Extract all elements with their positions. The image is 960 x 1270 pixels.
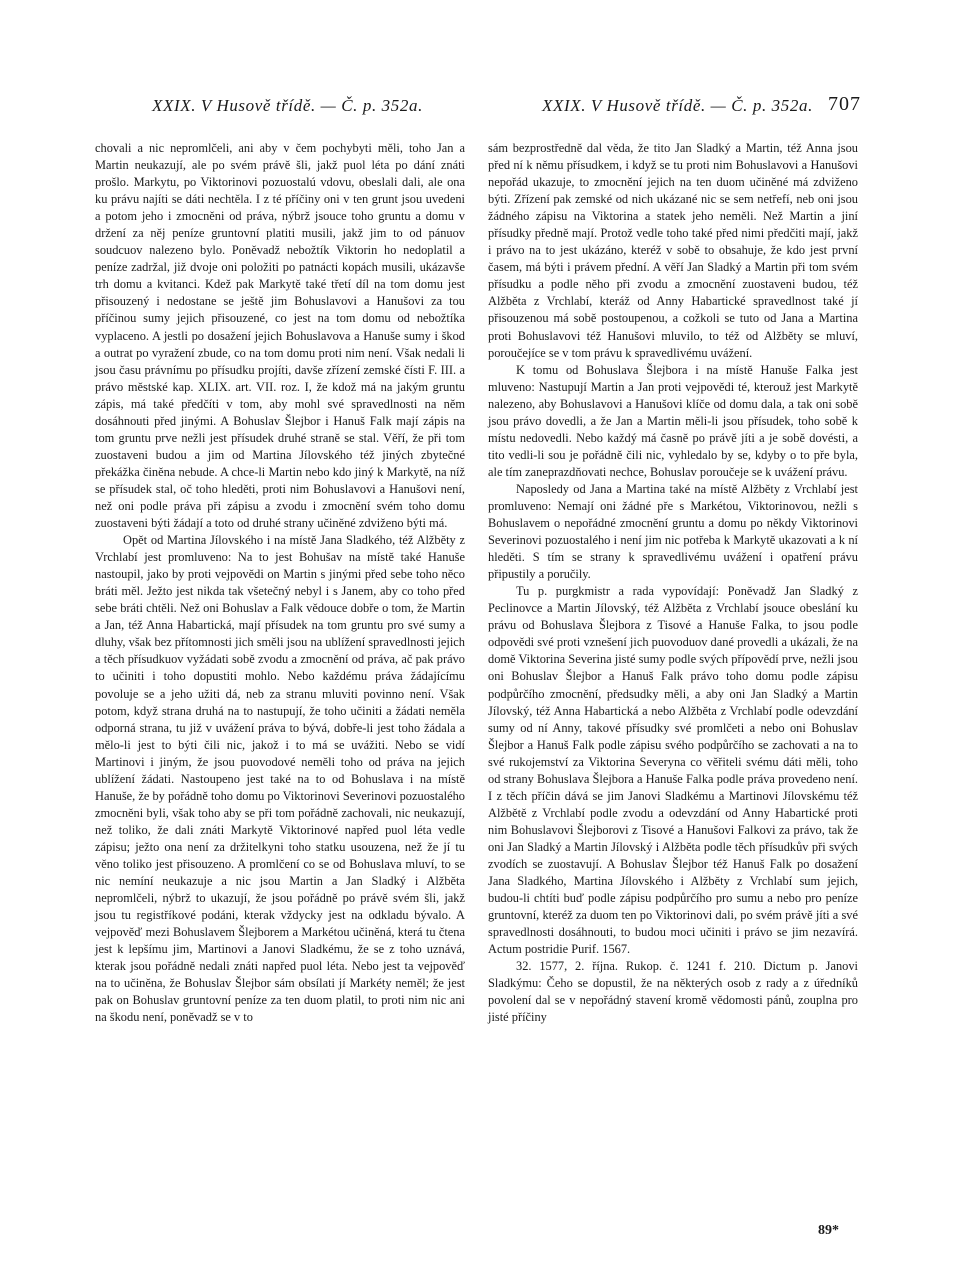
running-header-right: XXIX. V Husově třídě. — Č. p. 352a. <box>542 96 813 115</box>
running-header-left: XXIX. V Husově třídě. — Č. p. 352a. <box>152 96 423 115</box>
paragraph: Naposledy od Jana a Martina také na místě Alžběty z Vrchlabí jest promluveno: Nemají oni žádné pře s Markétou, Viktorinovou, nežli s Bohuslavem o nepořádné zmocnění gruntu a domu po někdy Viktorinovi Severinovi pozuostalého i není jim nic potřeba k Markytě ukazovati a k ní hleděti. S tím se strany k spravedlivému uvážení i opatření právu připustily a poručily. <box>488 481 858 582</box>
paragraph: K tomu od Bohuslava Šlejbora i na místě Hanuše Falka jest mluveno: Nastupují Martin a Jan proti vejpovědi té, kterouž jest Markytě nalezeno, aby Bohuslavovi a Hanušovi klíče od domu dala, a tak oni sobě jsou právo dovedli, a že Jan a Martin měli-li jsou přísudek, toho sobě k místu nedovedli. Nebo každý má časně po právě jíti a je sobě dovésti, a tito vedli-li sou je pořádně čili nic, vyhledalo by se, kdyby o to pře byla, ale tím zaneprazdňovati nechce, Bohuslav poroučeje se k uvážení právu. <box>488 362 858 479</box>
paragraph: 32. 1577, 2. října. Rukop. č. 1241 f. 210. Dictum p. Janovi Sladkýmu: Čeho se dopustil, že na některých osob z rady a z úředníků povolení dal se v nepořádný stavení kromě vědomosti pánů, zouplna pro jisté příčiny <box>488 959 858 1025</box>
signature-mark: 89* <box>818 1223 839 1238</box>
paragraph: Tu p. purgkmistr a rada vypovídají: Poněvadž Jan Sladký z Peclinovce a Martin Jílovský, též Alžběta z Vrchlabí jsouce obeslání ku právu od Bohuslava Šlejbora z Tisové a Hanuše Falka, to jsou podle odpovědi své proti vznešení jich puovoduov dané provedli a ukázali, že na domě Viktorina Severina jisté sumy podle svých přípovědí prve, nežli jsou oni Bohuslav Šlejbor a Hanuš Falk právo toho domu podle zápisu podpůrčího zmocnění, předsudky měli, a aby oni Jan Sladký a Martin Jílovský, též Anna Habartická a nebo Alžběta z Vrchlabí podle odevzdání sumy od ní Anny, takové přísudky své promlčeti a nebo oni Bohuslav Šlejbor a Hanuš Falk podle zápisu svého podpůrčího se zachovati a na to své rukojemství za Viktorina Severyna co věřiteli svému dáti měli, toho od strany Bohuslava Šlejbora a Hanuše Falka podle práva provedeno není. I z těch příčin dává se jim Janovi Sladkému a Martinovi Jílovskému též Alžbětě z Vrchlabí podle zvodu a odevzdání od Anny Habartické proti nim Bohuslavovi Šlejborovi z Tisové a Hanušovi Falkovi za právo, tak že oni Jan Sladký a Martin Jílovský i Alžběta podle těch přísudkův při svých zvodích se zuostavují. A Bohuslav Šlejbor též Hanuš Falk po dosažení Jana Sladkého, Martina Jílovského i Alžběty z Vrchlabí sum jejich, budou-li chtíti buď podle zápisu podpůrčího pro sumu a nebo pro peníze gruntovní, kteréž za duom ten po Viktorinovi dali, po svém právě jíti a své spravedlnosti dosáhnouti, to budou moci učiniti i právo se jim nezavírá. Actum postridie Purif. 1567. <box>488 584 858 957</box>
paragraph: chovali a nic nepromlčeli, ani aby v čem pochybyti měli, toho Jan a Martin neukazují, ale po svém právě šli, jakž puol léta po dání znáti prošlo. Markytu, po Viktorinovi pozuostalú vdovu, obeslali dali, ale ona ku právu najíti se dáti nechtěla. I z té příčiny oni v ten grunt jsou uvedeni a potom jeho i zmocněni od práva, nýbrž jsouce toho gruntu a domu v držení za něj peníze gruntovní platiti musili, jakž jim to od pánuov soudcuov nalezeno bylo. Poněvadž nebožtík Viktorin ho nedoplatil a peníze zadržal, již dvoje oni položiti po patnácti kopách musili, ukázavše trh domu a kvitanci. Kdež pak Markytě také třetí díl na tom domu jest přisouzený i nedostane se ještě jim Bohuslavovi a Hanušovi za tou příčinou sumy jejich přisouzené, co jest na tom domu od nebožtíka vyplaceno. A jestli po dosažení jejich Bohuslavova a Hanuše sumy i škod a outrat po vyražení zbude, co na tom domu proti nim není. Však nedali li jsou času právnímu po přísudku projíti, davše zřízení zemské čísti F. III. a právo městské kap. XLIX. art. VII. roz. I, že kdož má na jakým gruntu zápis, má také předčíti v tom, aby mohl své spravedlnosti na něm dosáhnouti před jinými. A Bohuslav Šlejbor i Hanuš Falk mají zápis na tom gruntu prve nežli jest přísudek druhé straně se stal. Věří, že při tom zuostaveni budou a jim od Martina Jílovského též jiných zbytečné překážka činěna nebude. A chce-li Martin nebo kdo jiný k Markytě, na níž se přísudek stal, oč toho hleděti, proti nim Bohuslavovi a Hanušovi není, než oni podle práva při zápisu a zvodu i zmocnění svém toho domu zuostaveni býti žádají a toto od druhé strany učiněné zdviženo býti má. <box>95 141 465 531</box>
page-number: 707 <box>828 93 861 115</box>
left-text-column <box>95 140 465 1026</box>
paragraph: sám bezprostředně dal věda, že tito Jan Sladký a Martin, též Anna jsou před ní k němu přísudkem, i když se tu proti nim Bohuslavovi a Hanušovi nepořád ukazuje, to zmocnění jejich na ten duom učiněné má zdviženo býti. Zřízení pak zemské od nich ukázané nic se sem netřefí, neb oni jsou žádného zápisu na Viktorina a statek jeho neměli. Než Martin a jiní přísudky předně mají. Protož vedle toho také před nimi předčiti mají, jakž i právo na to jest ukázáno, kteréž v sobě to obsahuje, že kdo jest první časem, má býti i právem přední. A věří Jan Sladký a Martin při tom svém přísudku a podle něho při zvodu a zmocnění zuostaveni budou, též Alžběta z Vrchlabí, kteráž od Anny Habartické spravedlnost také jí přisouzenou má sobě postoupenou, a cožkoli se tuto od Jana a Martina proti Bohuslavovi též Hanušovi mluvilo, to též od Alžběty se mluví, poroučejíce se v tom právu k spravedlivému uvážení. <box>488 141 858 360</box>
right-text-column <box>488 140 858 1026</box>
paragraph: Opět od Martina Jílovského i na místě Jana Sladkého, též Alžběty z Vrchlabí jest promluveno: Na to jest Bohušav na místě také Hanuše nastoupil, jako by proti vejpovědi on Martin s jinými před sebe toho něco bráti měl. Ježto jest nikda tak všetečný nebyl i s Janem, aby co toho před sebe bráti chtěli. Než oni Bohuslav a Falk vědouce dobře o tom, že Martin a Jan, též Anna Habartická, mají přísudek na tom gruntu pro své sumy a dluhy, však bez přítomnosti jich směli jsou na ublížení spravedlnosti jejich a těch přísudkuov vyžádati sobě zvodu a zmocnění od práva, ač pak právo to učiniti i toho dopustiti mohlo. Nebo každému práva žádajícímu povoluje se a jeho užiti dá, neb za stranu mluviti povinno není. Však potom, když strana druhá na to nastupují, že toho učiniti a žádati neměla odporná strana, tu již v uvážení práva to bývá, dobře-li jest toho žádala a mělo-li jest to býti čili nic, jakož i to má se uvážiti. Nebo se vidí Martinovi i jiným, že jsou puovodové neměli toho od práva na jejich ublížení žádati. Nastoupeno jest také na to od Bohuslava i na místě Hanuše, že by pořádně toho domu po Viktorinovi Severinovi pozuostalého zmocněni byli, však toho aby se při tom pořádně zachovali, nic neukazují, než toliko, že dali znáti Markytě Viktorinové napřed puol léta vedle zápisu; ježto ona není za držitelkyni toho statku usouzena, než že jí tu věno toliko jest přisouzeno. A promlčení co se od Bohuslava mluví, to se nic nemíní neukazuje a nic jsou Martin a Jan Sladký i Alžběta nepromlčeli, nýbrž to ukazují, že jsou pořádně po právě svém šli, jakž jsou tu registříkové podáni, kterak vždycky jest na odkladu bývalo. A vejpověď mezi Bohuslavem Šlejborem a Markétou učiněná, která tu čtena jest k lepšímu jim, Martinovi a Janovi Sladkému, že se z toho uznává, kterak jsou pořádně nedali znáti napřed puol léta. Nebo jest ta vejpověď na to učiněna, že Bohuslav Šlejbor sám obsílati jí Markéty neměl; že jest pak on Bohuslav gruntovní peníze za ten duom platil, to proti nim nic ani na škodu není, poněvadž se v to <box>95 533 465 1025</box>
